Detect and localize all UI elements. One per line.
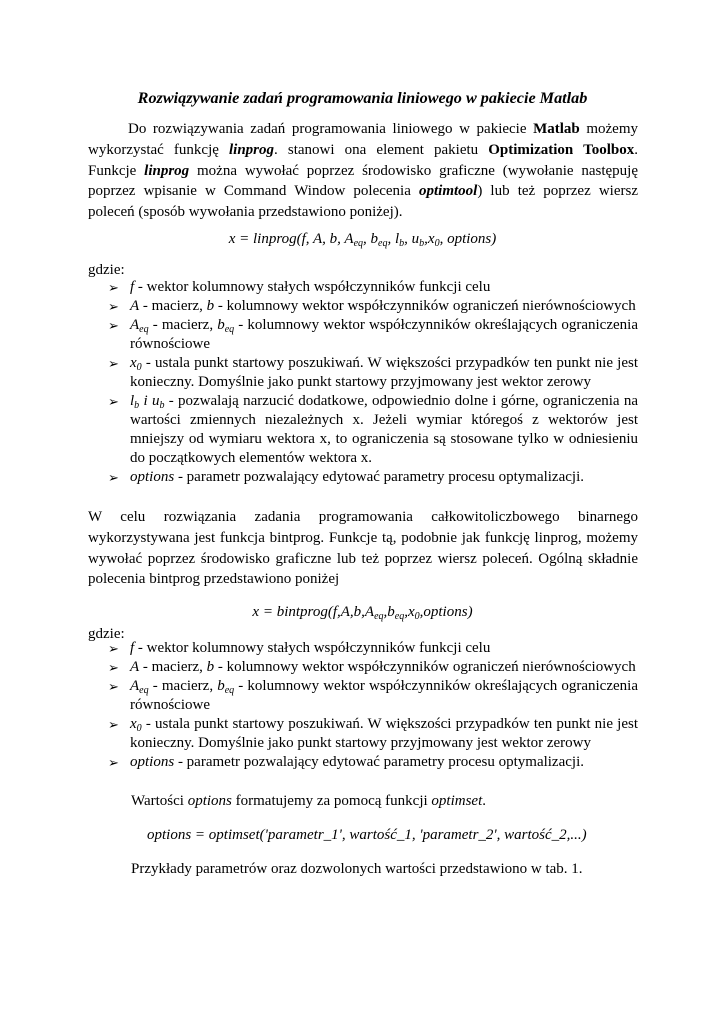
arrowhead-bullet-icon: ➢ bbox=[108, 356, 119, 371]
list-item: ➢ $x_0$ - ustala punkt startowy poszukiwań. W większości przypadków ten punkt nie jest konieczny. Domyślnie jako punkt startowy przyjmowany jest wektor zerowy bbox=[108, 355, 638, 390]
arrowhead-bullet-icon: ➢ bbox=[108, 470, 119, 485]
list-item: ➢ f - wektor kolumnowy stałych współczynników funkcji celu bbox=[108, 279, 491, 295]
bintprog-paragraph: W celu rozwiązania zadania programowania całkowitoliczbowego binarnego wykorzystywana jest funkcja bintprog. Funkcje tą, podobnie jak funkcję linprog, możemy wywołać poprzez środowisko graficzne lub też poprzez wiersz poleceń. Ogólną składnie polecenia bintprog przedstawiono poniżej bbox=[88, 509, 638, 588]
intro-paragraph: Do rozwiązywania zadań programowania liniowego w pakiecie Matlab możemy wykorzystać funkcję linprog. stanowi ona element pakietu Optimization Toolbox. Funkcje linprog można wywołać poprzez środowisko graficzne (wywołanie następuję poprzez wpisanie w Command Window polecenia optimtool) lub też poprzez wiersz poleceń (sposób wywołania przedstawiono poniżej). bbox=[88, 121, 638, 221]
list-item: ➢ $l_b$ i $u_b$ - pozwalają narzucić dodatkowe, odpowiednio dolne i górne, ograniczenia na wartości zmiennych niezależnych x. Jeżeli wymiar któregoś z wektorów jest mniejszy od wymiaru wektora x, to ograniczenia są stosowane tylko w odniesieniu do początkowych elementów wektora x. bbox=[108, 393, 639, 466]
arrowhead-bullet-icon: ➢ bbox=[108, 660, 119, 675]
toolbox-term: Optimization Toolbox bbox=[488, 141, 635, 158]
arrowhead-bullet-icon: ➢ bbox=[108, 299, 119, 314]
list-item: ➢ $x_0$ - ustala punkt startowy poszukiwań. W większości przypadków ten punkt nie jest konieczny. Domyślnie jako punkt startowy przyjmowany jest wektor zerowy bbox=[108, 716, 638, 751]
list-item: ➢ A - macierz, b - kolumnowy wektor współczynników ograniczeń nierównościowych bbox=[108, 298, 636, 314]
list-item: ➢ $A_{eq}$ - macierz, $b_{eq}$ - kolumnowy wektor współczynników określających ograniczenia równościowe bbox=[108, 678, 638, 713]
arrowhead-bullet-icon: ➢ bbox=[108, 679, 119, 694]
list-item: ➢ f - wektor kolumnowy stałych współczynników funkcji celu bbox=[108, 640, 491, 656]
linprog-parameter-list bbox=[88, 278, 638, 487]
optimset-formula: options = optimset('parametr_1', wartość_1, 'parametr_2', wartość_2,...) bbox=[147, 827, 587, 843]
list-item: ➢ A - macierz, b - kolumnowy wektor współczynników ograniczeń nierównościowych bbox=[108, 659, 636, 675]
bintprog-parameter-list bbox=[88, 639, 638, 772]
arrowhead-bullet-icon: ➢ bbox=[108, 755, 119, 770]
linprog-term: linprog bbox=[229, 141, 275, 158]
closing-line: Przykłady parametrów oraz dozwolonych wartości przedstawiono w tab. 1. bbox=[131, 861, 583, 877]
list-item: ➢ $A_{eq}$ - macierz, $b_{eq}$ - kolumnowy wektor współczynników określających ograniczenia równościowe bbox=[108, 317, 638, 352]
linprog-formula: x = linprog(f, A, b, $A_{eq}$, $b_{eq}$, $l_b$, $u_b,x_0$, options) bbox=[228, 231, 497, 249]
arrowhead-bullet-icon: ➢ bbox=[108, 280, 119, 295]
bintprog-formula: $x = bintprog(f,A,b,A_{eq},b_{eq},x_0,options)$ bbox=[252, 604, 473, 622]
optimtool-term: optimtool bbox=[418, 183, 478, 200]
matlab-term: Matlab bbox=[533, 121, 580, 137]
arrowhead-bullet-icon: ➢ bbox=[108, 318, 119, 333]
page-title: Rozwiązywanie zadań programowania liniowego w pakiecie Matlab bbox=[137, 89, 588, 107]
arrowhead-bullet-icon: ➢ bbox=[108, 717, 119, 732]
list-item: ➢ options - parametr pozwalający edytować parametry procesu optymalizacji. bbox=[108, 469, 584, 485]
linprog-term-2: linprog bbox=[144, 162, 190, 179]
arrowhead-bullet-icon: ➢ bbox=[108, 394, 119, 409]
list-item: ➢ options - parametr pozwalający edytować parametry procesu optymalizacji. bbox=[108, 754, 584, 770]
gdzie-label: gdzie: bbox=[88, 262, 125, 278]
arrowhead-bullet-icon: ➢ bbox=[108, 641, 119, 656]
optimset-line: Wartości options formatujemy za pomocą funkcji optimset. bbox=[131, 793, 486, 809]
gdzie-label-2: gdzie: bbox=[88, 626, 125, 642]
